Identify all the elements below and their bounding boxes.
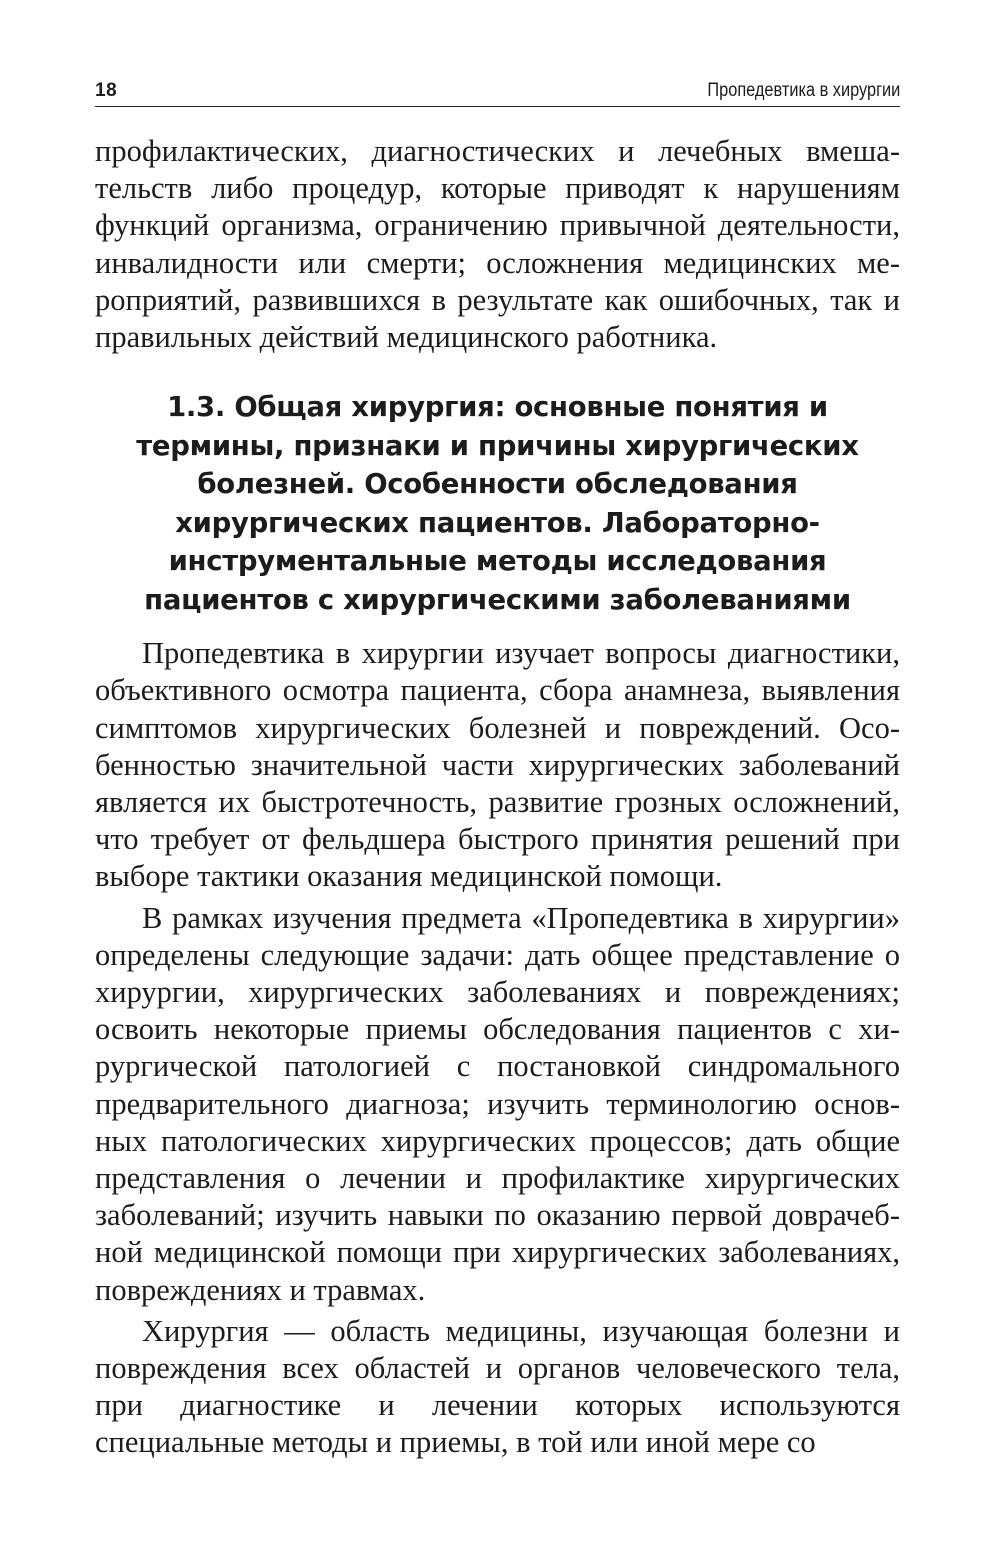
page-number: 18 (95, 80, 118, 101)
continued-paragraph: профилактических, диагностических и лечебных вмешательств либо процедур, которые приводят к нарушениям функций организма, ограничению привычной деятельности, инвалидности или смерти; осложнения медицинских мероприятий, развившихся в результате как ошибочных, так и правильных действий медицинского работника. (95, 134, 900, 355)
running-header (95, 70, 900, 107)
paragraph-surgery-definition: Хирургия — область медицины, изучающая болезни и повреждения всех областей и органов человеческого тела, при диагностике и лечении которых используются специальные методы и приемы, в той или иной мере со (95, 1313, 900, 1460)
running-title: Пропедевтика в хирургии (707, 80, 900, 101)
book-page (95, 70, 900, 1462)
paragraph-tasks: В рамках изучения предмета «Пропедевтика в хирургии» определены следующие задачи: дать общее представление о хирургии, хирургических заболеваниях и повреждениях; освоить некоторые приемы обследования пациентов с хирургической патологией с постановкой синдромального предварительного диагноза; изучить терминологию основных патологических хирургических процессов; дать общие представления о лечении и профилактике хирургических заболеваний; изучить навыки по оказанию первой доврачебной медицинской помощи при хирургических заболеваниях, повреждениях и травмах. (95, 900, 900, 1307)
section-heading: 1.3. Общая хирургия: основные понятия и термины, признаки и причины хирургических болезней. Особенности обследования хирургических пациентов. Лабораторно-инструментальные методы исследования пациентов с хирургическими заболеваниями (136, 391, 859, 616)
paragraph-propaedeutics: Пропедевтика в хирургии изучает вопросы диагностики, объективного осмотра пациента, сбора анамнеза, выявления симптомов хирургических болезней и повреждений. Особенностью значительной части хирургических заболеваний является их быстротечность, развитие грозных осложнений, что требует от фельдшера быстрого принятия решений при выборе тактики оказания медицинской помощи. (95, 636, 900, 894)
